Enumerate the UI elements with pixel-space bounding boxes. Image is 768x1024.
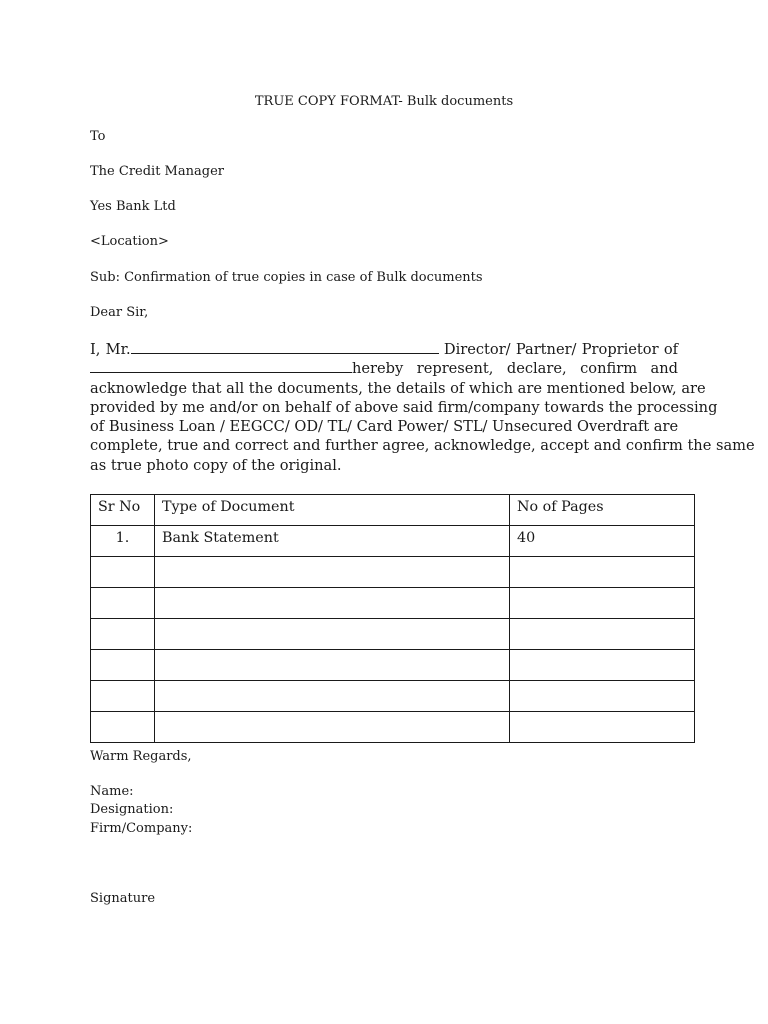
closing-regards: Warm Regards,: [90, 749, 192, 764]
cell-sr-no: [91, 588, 155, 619]
table-row: [91, 712, 695, 743]
firm-blank: [90, 359, 352, 373]
declaration-line-4: provided by me and/or on behalf of above said firm/company towards the processing: [90, 398, 718, 416]
declaration-line-7: as true photo copy of the original.: [90, 456, 342, 474]
cell-pages: [510, 588, 695, 619]
address-recipient: The Credit Manager: [90, 164, 224, 179]
declare-text: hereby represent, declare, confirm and: [352, 360, 678, 378]
declaration-line-3: acknowledge that all the documents, the details of which are mentioned below, are: [90, 379, 706, 397]
table-row: [91, 588, 695, 619]
declaration-paragraph: [90, 340, 755, 475]
declaration-line-6: complete, true and correct and further agree, acknowledge, accept and confirm the same: [90, 437, 755, 455]
name-label: Name:: [90, 784, 134, 799]
table-header-row: [91, 495, 695, 526]
cell-sr-no: [91, 619, 155, 650]
cell-type: [155, 650, 510, 681]
cell-type: [155, 619, 510, 650]
header-pages: No of Pages: [510, 495, 695, 526]
table-row: [91, 619, 695, 650]
cell-pages: [510, 619, 695, 650]
address-location: <Location>: [90, 234, 169, 249]
document-title: TRUE COPY FORMAT- Bulk documents: [254, 94, 514, 109]
signature-label: Signature: [90, 891, 156, 906]
cell-type: [155, 588, 510, 619]
declaration-line-1: [90, 340, 678, 359]
cell-type: [155, 712, 510, 743]
cell-sr-no: [91, 712, 155, 743]
table-row: [91, 526, 695, 557]
cell-pages: [510, 712, 695, 743]
name-prefix: I, Mr.: [90, 341, 131, 358]
firm-label: Firm/Company:: [90, 821, 193, 836]
cell-sr-no: 1.: [91, 526, 155, 557]
header-sr-no: Sr No: [91, 495, 155, 526]
name-blank: [131, 340, 439, 354]
cell-type: [155, 681, 510, 712]
designation-label: Designation:: [90, 802, 174, 817]
cell-pages: [510, 650, 695, 681]
documents-table: [90, 494, 695, 743]
role-text: Director/ Partner/ Proprietor of: [443, 341, 679, 358]
table-row: [91, 650, 695, 681]
cell-pages: [510, 557, 695, 588]
address-bank: Yes Bank Ltd: [90, 199, 176, 214]
cell-pages: [510, 681, 695, 712]
table-row: [91, 557, 695, 588]
cell-sr-no: [91, 650, 155, 681]
address-to: To: [90, 129, 106, 144]
declaration-line-2: [90, 359, 678, 378]
cell-sr-no: [91, 681, 155, 712]
subject-line: Sub: Confirmation of true copies in case of Bulk documents: [90, 270, 483, 285]
table-row: [91, 681, 695, 712]
cell-pages: 40: [510, 526, 695, 557]
cell-type: Bank Statement: [155, 526, 510, 557]
cell-type: [155, 557, 510, 588]
salutation: Dear Sir,: [90, 305, 149, 320]
declaration-line-5: of Business Loan / EEGCC/ OD/ TL/ Card Power/ STL/ Unsecured Overdraft are: [90, 418, 679, 436]
header-type: Type of Document: [155, 495, 510, 526]
cell-sr-no: [91, 557, 155, 588]
